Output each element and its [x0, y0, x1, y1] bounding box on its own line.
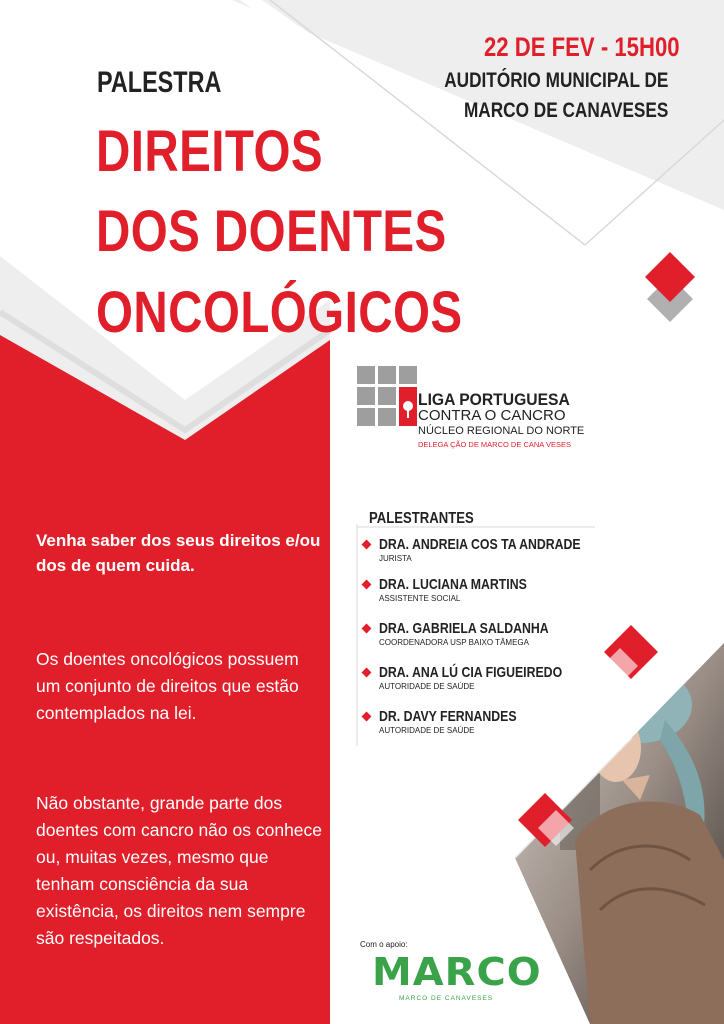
support-label: Com o apoio: [360, 940, 408, 949]
organizer-name-line-2: CONTRA O CANCRO [418, 407, 566, 424]
sponsor-logo-wordmark: MARCO [372, 950, 542, 994]
venue-line-1: AUDITÓRIO MUNICIPAL DE [443, 69, 668, 92]
intro-paragraph-2: Não obstante, grande parte dos doentes com cancro não os conhece ou, muitas vezes, mesmo que tenham consciência da sua existência, os direitos nem sempre são respeitados. [36, 793, 323, 948]
speaker-role: AUTORIDADE DE SAÚDE [379, 682, 475, 691]
speaker-role: ASSISTENTE SOCIAL [379, 594, 461, 603]
speakers-heading: PALESTRANTES [369, 510, 474, 527]
speaker-role: JURISTA [379, 554, 412, 563]
organizer-name-line-1: LIGA PORTUGUESA [418, 391, 570, 409]
title-line-2: DOS DOENTES [96, 199, 447, 264]
event-date-time: 22 DE FEV - 15H00 [484, 32, 680, 62]
speaker-name: DRA. ANA LÚ CIA FIGUEIREDO [379, 664, 563, 681]
venue-line-2: MARCO DE CANAVESES [463, 99, 668, 122]
event-venue [444, 66, 668, 126]
organizer-logo [357, 366, 617, 466]
intro-lead: Venha saber dos seus direitos e/ou dos de quem cuida. [36, 531, 321, 575]
sponsor-logo-subtitle: MARCO DE CANAVESES [399, 995, 494, 1002]
speaker-role: AUTORIDADE DE SAÚDE [379, 726, 475, 735]
speaker-name: DRA. LUCIANA MARTINS [379, 576, 527, 593]
speaker-name: DRA. GABRIELA SALDANHA [379, 620, 549, 637]
organizer-delegation: DELEGA ÇÃO DE MARCO DE CANA VESES [418, 440, 571, 449]
organizer-region: NÚCLEO REGIONAL DO NORTE [418, 425, 585, 437]
event-type-label: PALESTRA [97, 66, 222, 99]
speaker-name: DRA. ANDREIA COS TA ANDRADE [379, 536, 581, 553]
speaker-role: COORDENADORA USP BAIXO TÂMEGA [379, 638, 529, 647]
intro-paragraph-1: Os doentes oncológicos possuem um conjunto de direitos que estão contemplados na lei. [36, 649, 299, 723]
speaker-name: DR. DAVY FERNANDES [379, 708, 517, 725]
title-line-1: DIREITOS [96, 119, 324, 184]
title-line-3: ONCOLÓGICOS [96, 280, 463, 345]
lpcc-emblem-icon [357, 366, 417, 432]
